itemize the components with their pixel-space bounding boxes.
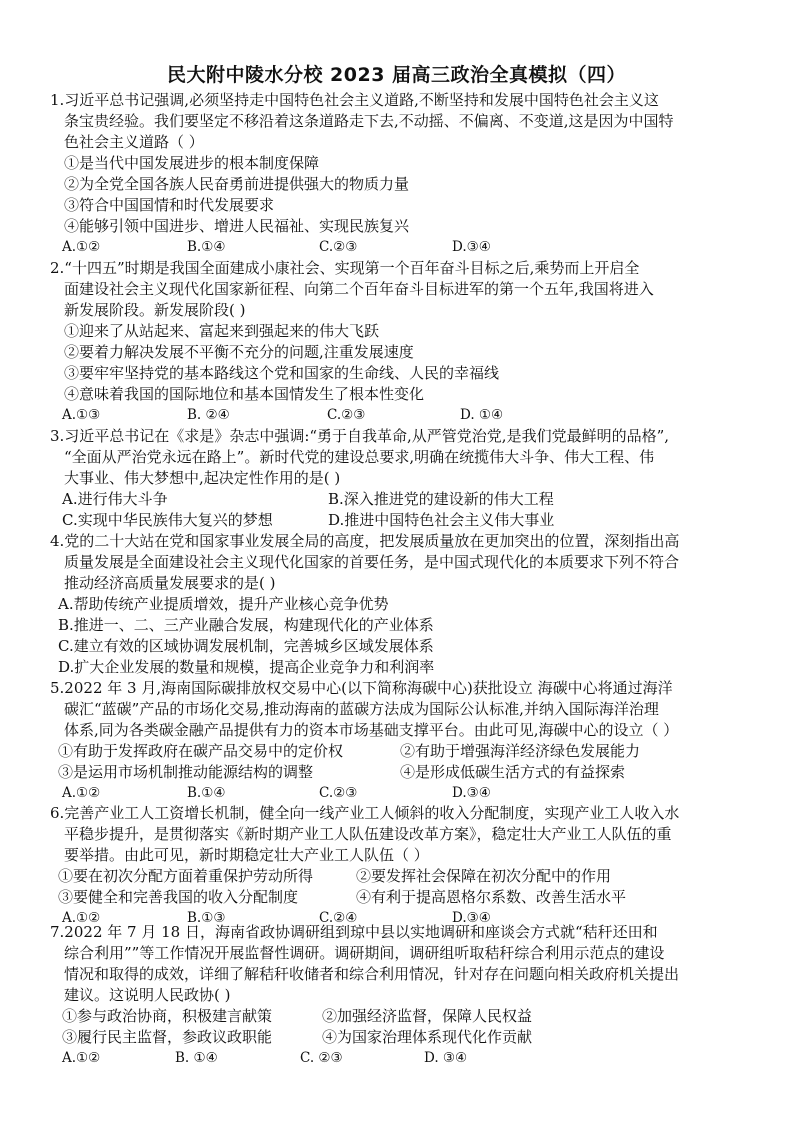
choice-a[interactable]: A.①②: [62, 1050, 101, 1066]
statement-item: ①参与政治协商，积极建言献策: [62, 1007, 273, 1025]
answer-choices: [62, 1048, 750, 1069]
question-stem-line: 大事业、伟大梦想中,起决定性作用的是( ): [64, 469, 341, 487]
question-stem-line: 色社会主义道路（ ）: [64, 133, 204, 151]
choice-c[interactable]: C.②③: [319, 785, 358, 801]
choice-c[interactable]: C.②③: [327, 407, 366, 423]
statement-item: ④有利于提高恩格尔系数、改善生活水平: [356, 888, 627, 906]
statement-item: ③是运用市场机制推动能源结构的调整: [58, 763, 314, 781]
choice-b[interactable]: B.深入推进党的建设新的伟大工程: [328, 490, 554, 508]
statement-item: ③要健全和完善我国的收入分配制度: [58, 888, 299, 906]
statement-row: [50, 866, 750, 887]
choice-c[interactable]: C.②④: [319, 910, 358, 926]
statement-row: [50, 762, 750, 783]
question-stem-line: 7.2022 年 7 月 18 日，海南省政协调研组到琼中县以实地调研和座谈会方式就“秸秆还田和: [50, 923, 658, 941]
question-1: [50, 90, 750, 258]
question-4: [50, 531, 750, 678]
statement-item: ①迎来了从站起来、富起来到强起来的伟大飞跃: [64, 322, 380, 340]
question-stem-line: 5.2022 年 3 月,海南国际碳排放权交易中心(以下简称海碳中心)获批设立 海碳中心将通过海洋: [50, 679, 673, 697]
question-stem-line: 体系,同为各类碳金融产品提供有力的资本市场基础支撑平台。由此可见,海碳中心的设立（ ）: [64, 721, 679, 739]
statement-item: ②加强经济监督，保障人民权益: [322, 1007, 533, 1025]
question-7: [50, 922, 750, 1069]
question-stem-line: 建议。这说明人民政协( ): [64, 986, 231, 1004]
choice-a[interactable]: A.①②: [62, 239, 101, 255]
question-6: [50, 803, 750, 929]
statement-item: ②要着力解决发展不平衡不充分的问题,注重发展速度: [64, 343, 414, 361]
answer-choices: [62, 237, 750, 258]
question-stem-line: 推动经济高质量发展要求的是( ): [64, 574, 276, 592]
question-stem-line: 条宝贵经验。我们要坚定不移沿着这条道路走下去,不动摇、不偏离、不变道,这是因为中国特: [64, 112, 674, 130]
statement-item: ④能够引领中国进步、增进人民福祉、实现民族复兴: [64, 217, 410, 235]
choice-b[interactable]: B.①④: [187, 239, 226, 255]
answer-choices: [62, 405, 750, 426]
statement-item: ②为全党全国各族人民奋勇前进提供强大的物质力量: [64, 175, 410, 193]
answer-choices: [50, 510, 750, 531]
choice-a[interactable]: A.①③: [62, 407, 101, 423]
question-stem-line: 3.习近平总书记在《求是》杂志中强调:“勇于自我革命,从严管党治党,是我们党最鲜明的品格”,: [50, 427, 670, 445]
choice-d[interactable]: D.推进中国特色社会主义伟大事业: [328, 511, 555, 529]
choice-d[interactable]: D.扩大企业发展的数量和规模，提高企业竞争力和利润率: [58, 658, 435, 676]
page-title: 民大附中陵水分校 2023 届高三政治全真模拟（四）: [166, 64, 627, 86]
choice-a[interactable]: A.①②: [62, 785, 101, 801]
statement-item: ③要牢牢坚持党的基本路线这个党和国家的生命线、人民的幸福线: [64, 364, 500, 382]
choice-c[interactable]: C.建立有效的区域协调发展机制，完善城乡区域发展体系: [58, 637, 434, 655]
question-stem-line: 1.习近平总书记强调,必须坚持走中国特色社会主义道路,不断坚持和发展中国特色社会主义这: [50, 91, 659, 109]
choice-a[interactable]: A.进行伟大斗争: [62, 490, 168, 508]
question-stem-line: 2.“十四五”时期是我国全面建成小康社会、实现第一个百年奋斗目标之后,乘势而上开启全: [50, 259, 640, 277]
question-3: [50, 426, 750, 531]
question-stem-line: 平稳步提升，是贯彻落实《新时期产业工人队伍建设改革方案》，稳定壮大产业工人队伍的重: [64, 825, 672, 843]
choice-d[interactable]: D.③④: [452, 910, 491, 926]
statement-item: ③履行民主监督，参政议政职能: [62, 1028, 273, 1046]
question-stem-line: 面建设社会主义现代化国家新征程、向第二个百年奋斗目标进军的第一个五年,我国将进入: [64, 280, 654, 298]
choice-d[interactable]: D.③④: [452, 239, 491, 255]
statement-item: ④为国家治理体系现代化作贡献: [322, 1028, 533, 1046]
choice-d[interactable]: D. ①④: [460, 407, 504, 423]
statement-item: ③符合中国国情和时代发展要求: [64, 196, 275, 214]
choice-b[interactable]: B.推进一、二、三产业融合发展，构建现代化的产业体系: [58, 616, 434, 634]
question-stem-line: 质量发展是全面建设社会主义现代化国家的首要任务，是中国式现代化的本质要求下列不符合: [64, 553, 680, 571]
question-stem-line: “全面从严治党永远在路上”。新时代党的建设总要求,明确在统揽伟大斗争、伟大工程、伟: [64, 448, 655, 466]
choice-d[interactable]: D.③④: [452, 785, 491, 801]
statement-item: ②要发挥社会保障在初次分配中的作用: [356, 867, 612, 885]
choice-b[interactable]: B. ②④: [187, 407, 230, 423]
statement-item: ④意味着我国的国际地位和基本国情发生了根本性变化: [64, 385, 425, 403]
question-2: [50, 258, 750, 426]
statement-item: ②有助于增强海洋经济绿色发展能力: [400, 742, 641, 760]
choice-a[interactable]: A.帮助传统产业提质增效，提升产业核心竞争优势: [58, 595, 389, 613]
answer-choices: [50, 489, 750, 510]
statement-item: ④是形成低碳生活方式的有益探索: [400, 763, 626, 781]
question-stem-line: 碳汇“蓝碳”产品的市场化交易,推动海南的蓝碳方法成为国际公认标准,并纳入国际海洋治理: [64, 700, 659, 718]
question-stem-line: 综合利用””等工作情况开展监督性调研。调研期间，调研组听取秸秆综合利用示范点的建设: [64, 944, 665, 962]
statement-item: ①要在初次分配方面着重保护劳动所得: [58, 867, 314, 885]
choice-c[interactable]: C.②③: [319, 239, 358, 255]
statement-item: ①是当代中国发展进步的根本制度保障: [64, 154, 320, 172]
statement-item: ①有助于发挥政府在碳产品交易中的定价权: [58, 742, 344, 760]
question-stem-line: 要举措。由此可见，新时期稳定壮大产业工人队伍（ ）: [64, 846, 429, 864]
answer-choices: [62, 783, 750, 804]
choice-b[interactable]: B. ①④: [175, 1050, 218, 1066]
statement-row: [50, 887, 750, 908]
question-5: [50, 678, 750, 804]
statement-row: [50, 1006, 750, 1027]
question-stem-line: 情况和取得的成效，详细了解秸秆收储者和综合利用情况，针对存在问题向相关政府机关提出: [64, 965, 680, 983]
choice-a[interactable]: A.①②: [62, 910, 101, 926]
question-stem-line: 6.完善产业工人工资增长机制，健全向一线产业工人倾斜的收入分配制度，实现产业工人收入水: [50, 804, 680, 822]
choice-d[interactable]: D. ③④: [424, 1050, 468, 1066]
question-stem-line: 新发展阶段。新发展阶段( ): [64, 301, 246, 319]
statement-row: [50, 1027, 750, 1048]
choice-b[interactable]: B.①③: [187, 910, 226, 926]
choice-c[interactable]: C. ②③: [300, 1050, 343, 1066]
choice-b[interactable]: B.①④: [187, 785, 226, 801]
choice-c[interactable]: C.实现中华民族伟大复兴的梦想: [62, 511, 273, 529]
question-stem-line: 4.党的二十大站在党和国家事业发展全局的高度，把发展质量放在更加突出的位置，深刻指出高: [50, 532, 680, 550]
statement-row: [50, 741, 750, 762]
